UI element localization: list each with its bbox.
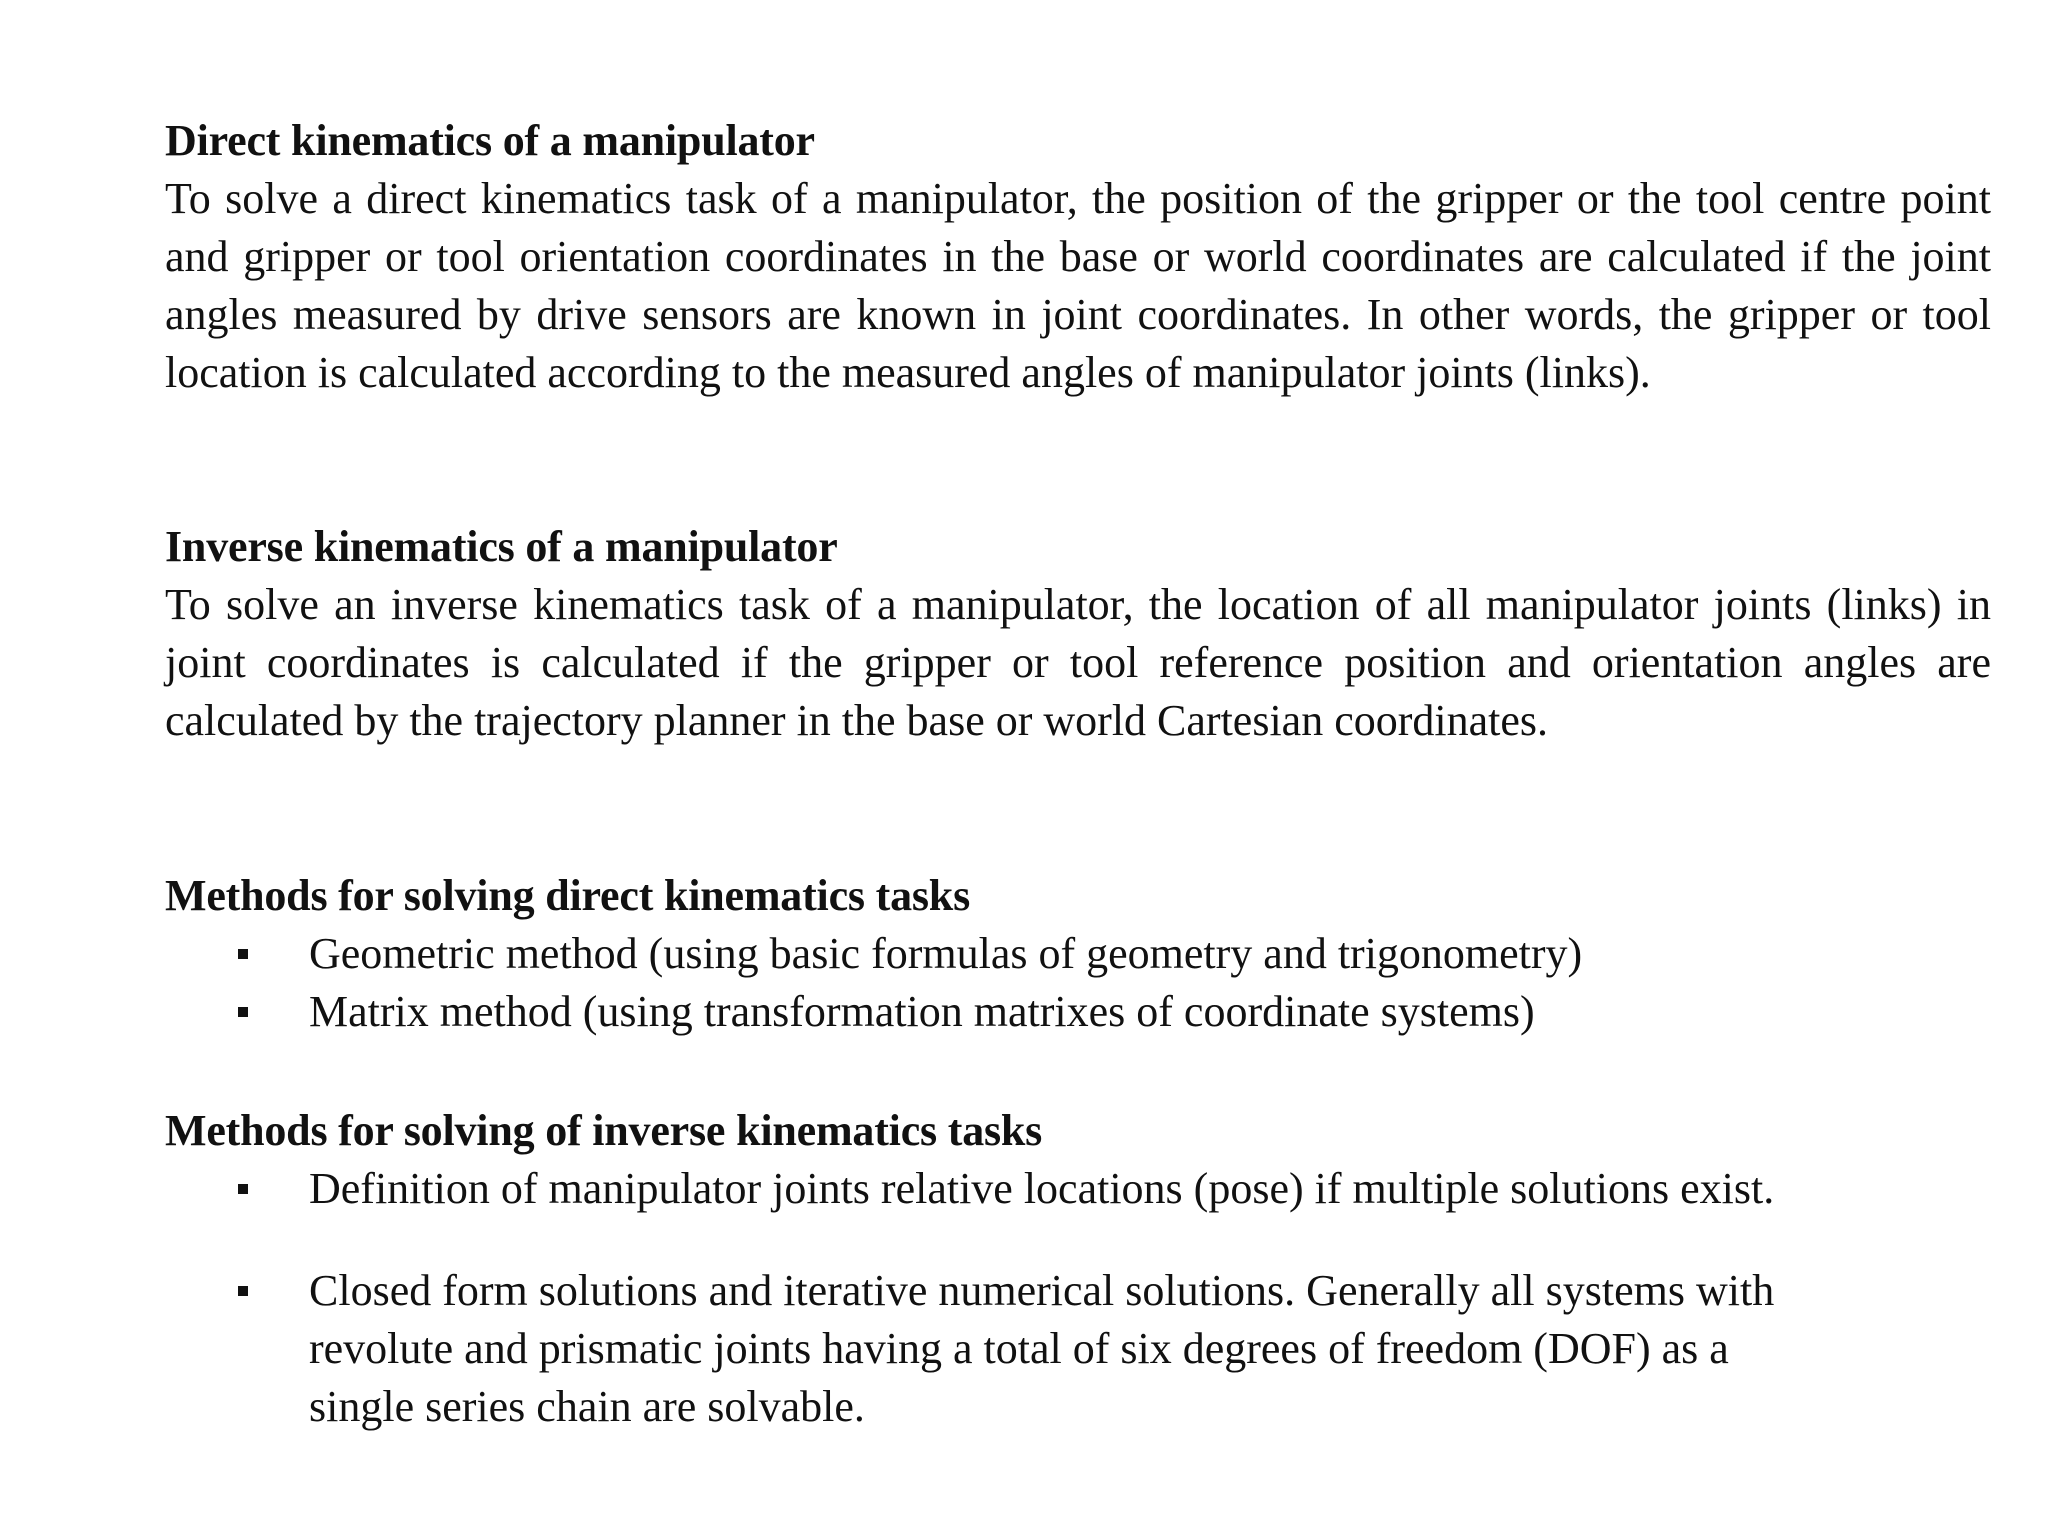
section-heading: Methods for solving direct kinematics tasks	[165, 871, 970, 920]
section-inverse-kinematics	[165, 518, 1991, 750]
bullet-square-icon	[238, 1184, 248, 1194]
list-item	[165, 983, 1809, 1041]
bullet-list	[165, 925, 1991, 1041]
bullet-list	[165, 1160, 1991, 1436]
list-item-text: Matrix method (using transformation matrixes of coordinate systems)	[309, 987, 1535, 1036]
section-inverse-methods	[165, 1102, 1991, 1436]
section-direct-methods	[165, 867, 1991, 1041]
section-heading: Inverse kinematics of a manipulator	[165, 522, 838, 571]
section-paragraph: To solve a direct kinematics task of a manipulator, the position of the gripper or the tool centre point and gripper or tool orientation coordinates in the base or world coordinates are calculated if the joint angles measured by drive sensors are known in joint coordinates. In other words, the gripper or tool location is calculated according to the measured angles of manipulator joints (links).	[165, 174, 1991, 397]
section-heading: Direct kinematics of a manipulator	[165, 116, 815, 165]
section-heading: Methods for solving of inverse kinematics tasks	[165, 1106, 1043, 1155]
section-paragraph: To solve an inverse kinematics task of a manipulator, the location of all manipulator joints (links) in joint coordinates is calculated if the gripper or tool reference position and orientation angles are calculated by the trajectory planner in the base or world Cartesian coordinates.	[165, 580, 1991, 745]
list-item-text: Closed form solutions and iterative numerical solutions. Generally all systems with revolute and prismatic joints having a total of six degrees of freedom (DOF) as a single series chain are solvable.	[309, 1266, 1775, 1431]
list-item-text: Geometric method (using basic formulas of geometry and trigonometry)	[309, 929, 1583, 978]
list-item	[165, 925, 1809, 983]
section-direct-kinematics	[165, 112, 1991, 402]
list-item-text: Definition of manipulator joints relative locations (pose) if multiple solutions exist.	[309, 1164, 1775, 1213]
bullet-square-icon	[238, 1007, 248, 1017]
list-item	[165, 1262, 1809, 1436]
list-item	[165, 1160, 1809, 1218]
bullet-square-icon	[238, 1286, 248, 1296]
bullet-square-icon	[238, 949, 248, 959]
